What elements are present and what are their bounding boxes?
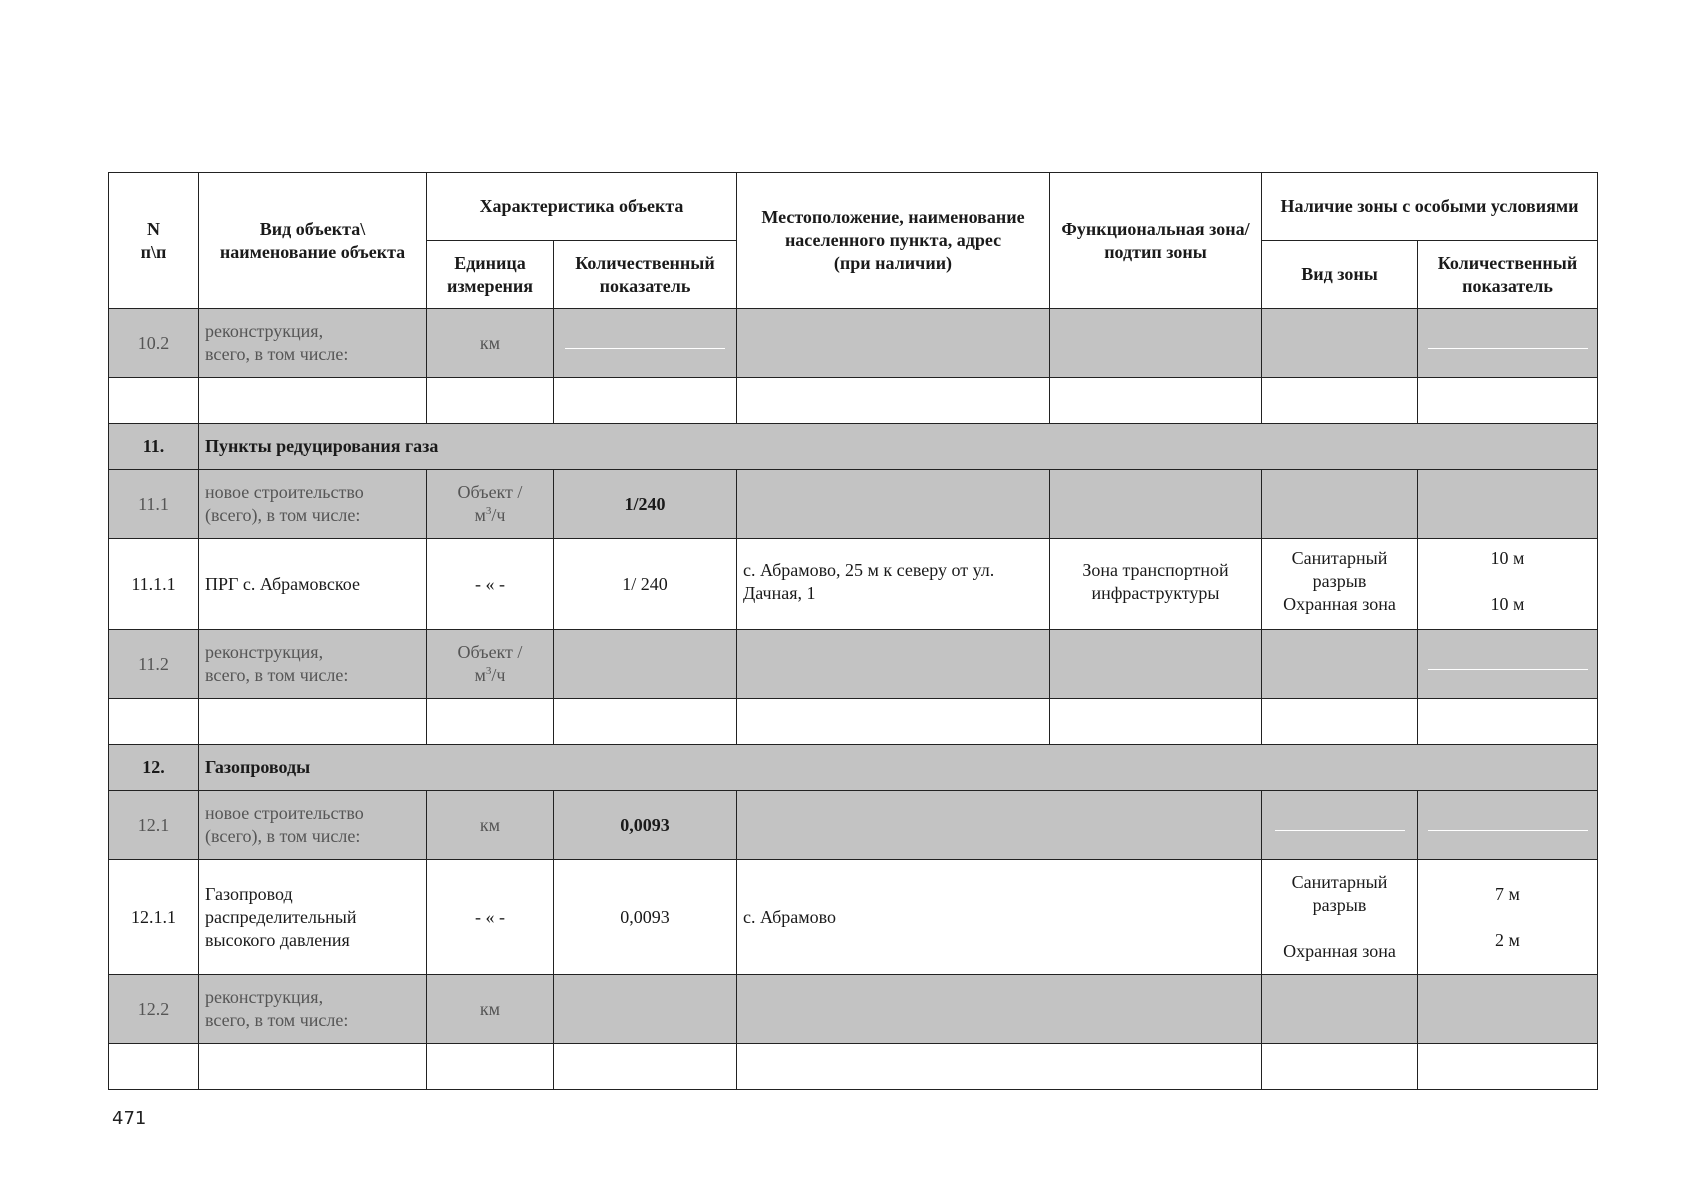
section-title: Газопроводы	[199, 745, 1598, 791]
row-location	[737, 630, 1050, 699]
row-num: 11.1.1	[109, 539, 199, 630]
row-location	[737, 975, 1262, 1044]
row-quantity: 1/240	[554, 470, 737, 539]
row-zone-qty	[1418, 975, 1598, 1044]
row-zone-qty: 7 м 2 м	[1418, 860, 1598, 975]
row-name: реконструкция, всего, в том числе:	[199, 630, 427, 699]
row-zone-qty: 10 м 10 м	[1418, 539, 1598, 630]
row-num: 12.1.1	[109, 860, 199, 975]
row-name: реконструкция, всего, в том числе:	[199, 975, 427, 1044]
header-location: Местоположение, наименование населенного пункта, адрес (при наличии)	[737, 173, 1050, 309]
header-unit: Единица измерения	[427, 241, 554, 309]
row-zone-type	[1262, 309, 1418, 378]
row-unit: км	[427, 791, 554, 860]
table-row	[109, 699, 1598, 745]
header-special-zone: Наличие зоны с особыми условиями	[1262, 173, 1598, 241]
table-row	[109, 860, 1598, 975]
section-row	[109, 424, 1598, 470]
row-zone-type	[1262, 630, 1418, 699]
header-characteristic: Характеристика объекта	[427, 173, 737, 241]
row-name: ПРГ с. Абрамовское	[199, 539, 427, 630]
row-location: с. Абрамово	[737, 860, 1262, 975]
table-row	[109, 378, 1598, 424]
row-unit: км	[427, 975, 554, 1044]
row-zone-type: Санитарный разрыв Охранная зона	[1262, 860, 1418, 975]
table-row	[109, 1044, 1598, 1090]
objects-table	[108, 172, 1598, 1090]
row-quantity	[554, 630, 737, 699]
row-zone-type	[1262, 791, 1418, 860]
row-zone-qty	[1418, 630, 1598, 699]
row-zone	[1050, 309, 1262, 378]
row-zone	[1050, 630, 1262, 699]
row-unit: км	[427, 309, 554, 378]
header-zone-quantity: Количественный показатель	[1418, 241, 1598, 309]
row-num: 11.1	[109, 470, 199, 539]
row-unit: Объект / $м^3/ч$	[427, 630, 554, 699]
row-location	[737, 791, 1262, 860]
section-num: 11.	[109, 424, 199, 470]
row-name: Газопровод распределительный высокого давления	[199, 860, 427, 975]
row-name: реконструкция, всего, в том числе:	[199, 309, 427, 378]
page-number: 471	[112, 1108, 147, 1129]
row-num: 11.2	[109, 630, 199, 699]
row-quantity	[554, 309, 737, 378]
row-zone	[1050, 470, 1262, 539]
row-zone-qty	[1418, 791, 1598, 860]
row-quantity: 1/ 240	[554, 539, 737, 630]
header-num: N п\п	[109, 173, 199, 309]
row-num: 12.2	[109, 975, 199, 1044]
table-row	[109, 309, 1598, 378]
section-num: 12.	[109, 745, 199, 791]
row-quantity	[554, 975, 737, 1044]
header-kind: Вид объекта\ наименование объекта	[199, 173, 427, 309]
header-quantity: Количественный показатель	[554, 241, 737, 309]
row-quantity: 0,0093	[554, 791, 737, 860]
row-location	[737, 309, 1050, 378]
row-num: 12.1	[109, 791, 199, 860]
row-location	[737, 470, 1050, 539]
header-functional-zone: Функциональная зона/ подтип зоны	[1050, 173, 1262, 309]
row-zone-type	[1262, 975, 1418, 1044]
table-row	[109, 539, 1598, 630]
section-row	[109, 745, 1598, 791]
row-zone-type: Санитарный разрыв Охранная зона	[1262, 539, 1418, 630]
row-quantity: 0,0093	[554, 860, 737, 975]
table-row	[109, 470, 1598, 539]
row-zone-qty	[1418, 309, 1598, 378]
header-zone-type: Вид зоны	[1262, 241, 1418, 309]
row-unit: Объект / $м^3/ч$	[427, 470, 554, 539]
row-zone: Зона транспортной инфраструктуры	[1050, 539, 1262, 630]
table-row	[109, 791, 1598, 860]
row-zone-qty	[1418, 470, 1598, 539]
row-zone-type	[1262, 470, 1418, 539]
row-unit: - « -	[427, 539, 554, 630]
row-num: 10.2	[109, 309, 199, 378]
table-row	[109, 630, 1598, 699]
row-unit: - « -	[427, 860, 554, 975]
row-name: новое строительство (всего), в том числе:	[199, 791, 427, 860]
section-title: Пункты редуцирования газа	[199, 424, 1598, 470]
table-row	[109, 975, 1598, 1044]
row-location: с. Абрамово, 25 м к северу от ул. Дачная, 1	[737, 539, 1050, 630]
row-name: новое строительство (всего), в том числе:	[199, 470, 427, 539]
